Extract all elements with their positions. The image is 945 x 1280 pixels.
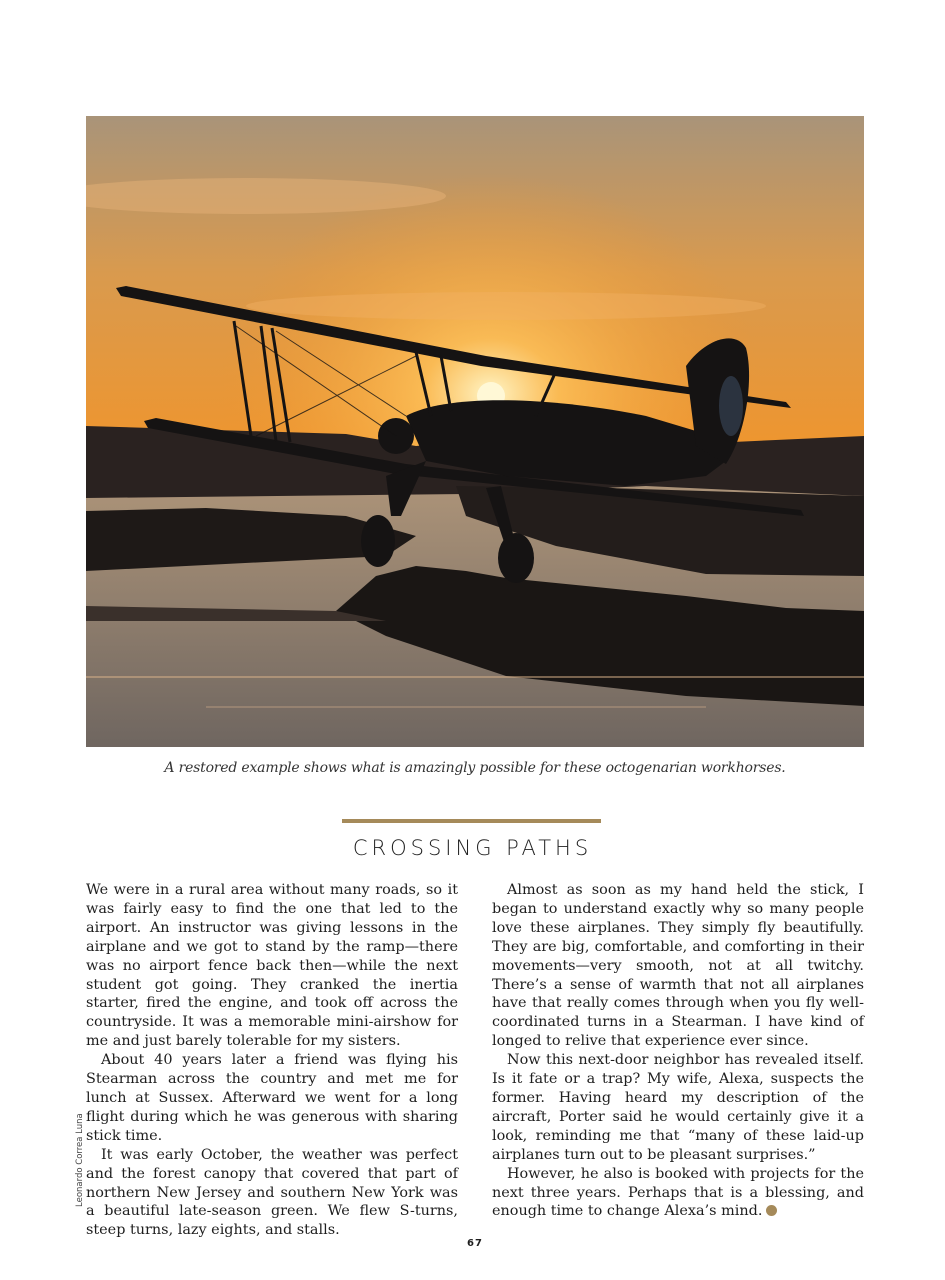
photo-illustration [86, 116, 864, 747]
paragraph: Almost as soon as my hand held the stick, I began to understand exactly why so many people love these airplanes. They simply fly beautifully. They are big, comfortable, and comforting in their movements—very smooth, not at all twitchy. There’s a sense of warmth that not all airplanes have that really comes through when you fly well-coordinated turns in a Stearman. I have kind of longed to relive that experience ever since. [492, 882, 864, 1050]
article-column-right [492, 881, 864, 1221]
paragraph-final [492, 1165, 864, 1222]
article-column-left [86, 881, 458, 1240]
photo-credit: Leonardo Correa Luna [75, 1113, 85, 1207]
paragraph: It was early October, the weather was perfect and the forest canopy that covered that part of northern New Jersey and southern New York was a beautiful late-season green. We flew S-turns, steep turns, lazy eights, and stalls. [86, 1146, 458, 1239]
section-heading: CROSSING PATHS [352, 836, 593, 860]
end-of-article-icon [766, 1205, 777, 1216]
paragraph: We were in a rural area without many roads, so it was fairly easy to find the one that led to the airport. An instructor was giving lessons in the airplane and we got to stand by the ramp—there was no airport fence back then—while the next student got going. They cranked the inertia starter, fired the engine, and took off across the countryside. It was a memorable mini-airshow for me and just barely tolerable for my sisters. [86, 882, 458, 1050]
page-number: 67 [467, 1238, 483, 1249]
section-rule [342, 819, 601, 823]
paragraph-text: However, he also is booked with projects for the next three years. Perhaps that is a blessing, and enough time to change Alexa’s mind. [492, 1165, 864, 1220]
paragraph: About 40 years later a friend was flying his Stearman across the country and met me for lunch at Sussex. Afterward we went for a long flight during which he was generous with sharing stick time. [86, 1052, 458, 1144]
paragraph: Now this next-door neighbor has revealed itself. Is it fate or a trap? My wife, Alexa, suspects the former. Having heard my description of the aircraft, Porter said he would certainly give it a look, reminding me that “many of these laid-up airplanes turn out to be pleasant surprises.” [492, 1052, 864, 1163]
biplane-sunset-photo [86, 116, 864, 747]
photo-caption: A restored example shows what is amazingly possible for these octogenarian workhorses. [164, 760, 786, 776]
